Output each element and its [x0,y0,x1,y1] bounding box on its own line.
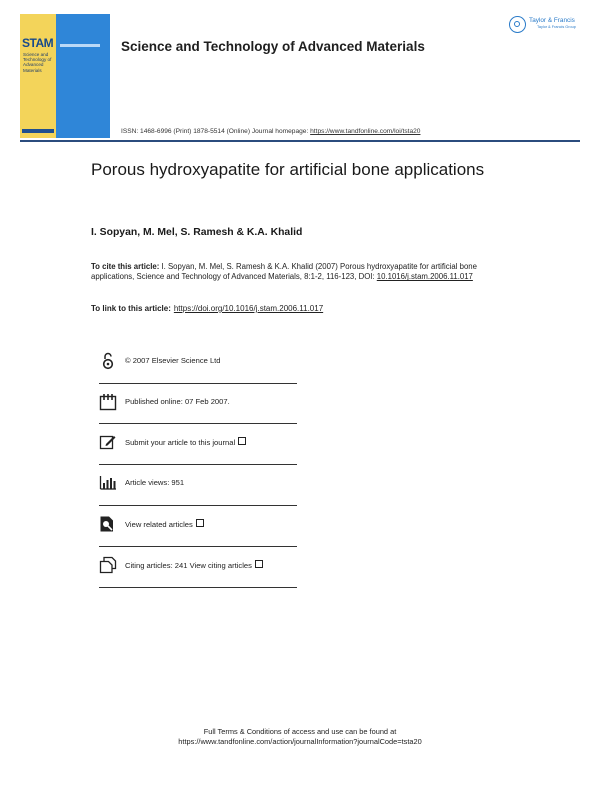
submit-article-label: Submit your article to this journal [125,438,236,447]
divider [99,505,297,506]
publisher-logo-group: Taylor & Francis Group [537,25,576,29]
cover-blue-panel [56,14,110,138]
divider [99,587,297,588]
article-views-text: Article views: 951 [125,478,185,487]
search-document-icon [99,515,117,533]
citation-text: I. Sopyan, M. Mel, S. Ramesh & K.A. Khalid (2007) Porous hydroxyapatite for artificial bone applications, Science and Technology of Advanced Materials, 8:1-2, 116-123, DOI: [91,262,477,282]
cover-footer-strip [22,129,54,133]
external-link-icon [238,437,246,445]
related-articles-item[interactable] [99,515,297,555]
published-text: Published online: 07 Feb 2007. [125,397,230,406]
publisher-logo-name: Taylor & Francis [529,17,575,24]
copyright-text: © 2007 Elsevier Science Ltd [125,356,221,365]
article-link-line [91,304,323,313]
journal-title: Science and Technology of Advanced Materials [121,39,425,54]
edit-icon [99,433,117,451]
citing-articles-item[interactable] [99,556,297,596]
published-item [99,393,297,433]
article-link-label: To link to this article: [91,304,171,313]
issn-text: ISSN: 1468-6996 (Print) 1878-5514 (Online) Journal homepage: [121,128,311,135]
divider [99,423,297,424]
external-link-icon [196,519,204,527]
footer-terms-text: Full Terms & Conditions of access and use can be found at [203,727,397,736]
cover-title-strip [60,44,100,47]
cover-yellow-panel [20,14,56,138]
divider [99,546,297,547]
citation-label: To cite this article: [91,262,160,271]
issn-line [121,128,420,135]
journal-homepage-link[interactable]: https://www.tandfonline.com/loi/tsta20 [310,128,421,135]
external-link-icon [255,560,263,568]
divider [99,383,297,384]
cover-subtitle: Science and Technology of Advanced Materials [23,52,52,73]
cover-logo-text: STAM [22,36,54,50]
citation-block [91,262,511,283]
citation-doi-link[interactable]: 10.1016/j.stam.2006.11.017 [376,272,473,282]
citing-articles-link[interactable] [125,560,263,570]
citing-icon [99,556,117,574]
copyright-item [99,352,297,392]
journal-cover[interactable] [20,14,110,138]
article-authors: I. Sopyan, M. Mel, S. Ramesh & K.A. Khalid [91,227,303,238]
citing-articles-label: Citing articles: 241 View citing articles [125,561,252,570]
related-articles-link[interactable] [125,519,204,529]
bar-chart-icon [99,474,117,492]
article-doi-link[interactable]: https://doi.org/10.1016/j.stam.2006.11.017 [173,304,324,313]
article-title: Porous hydroxyapatite for artificial bone applications [91,160,485,179]
related-articles-label: View related articles [125,520,193,529]
open-access-icon [99,352,117,370]
header-divider [20,140,580,142]
divider [99,464,297,465]
calendar-icon [99,393,117,411]
footer-terms-link[interactable]: https://www.tandfonline.com/action/journalInformation?journalCode=tsta20 [178,737,422,746]
submit-article-item[interactable] [99,433,297,473]
submit-article-link[interactable] [125,437,246,447]
article-views-item [99,474,297,514]
footer [0,727,600,747]
publisher-logo[interactable] [509,14,583,40]
publisher-logo-icon [509,16,526,33]
